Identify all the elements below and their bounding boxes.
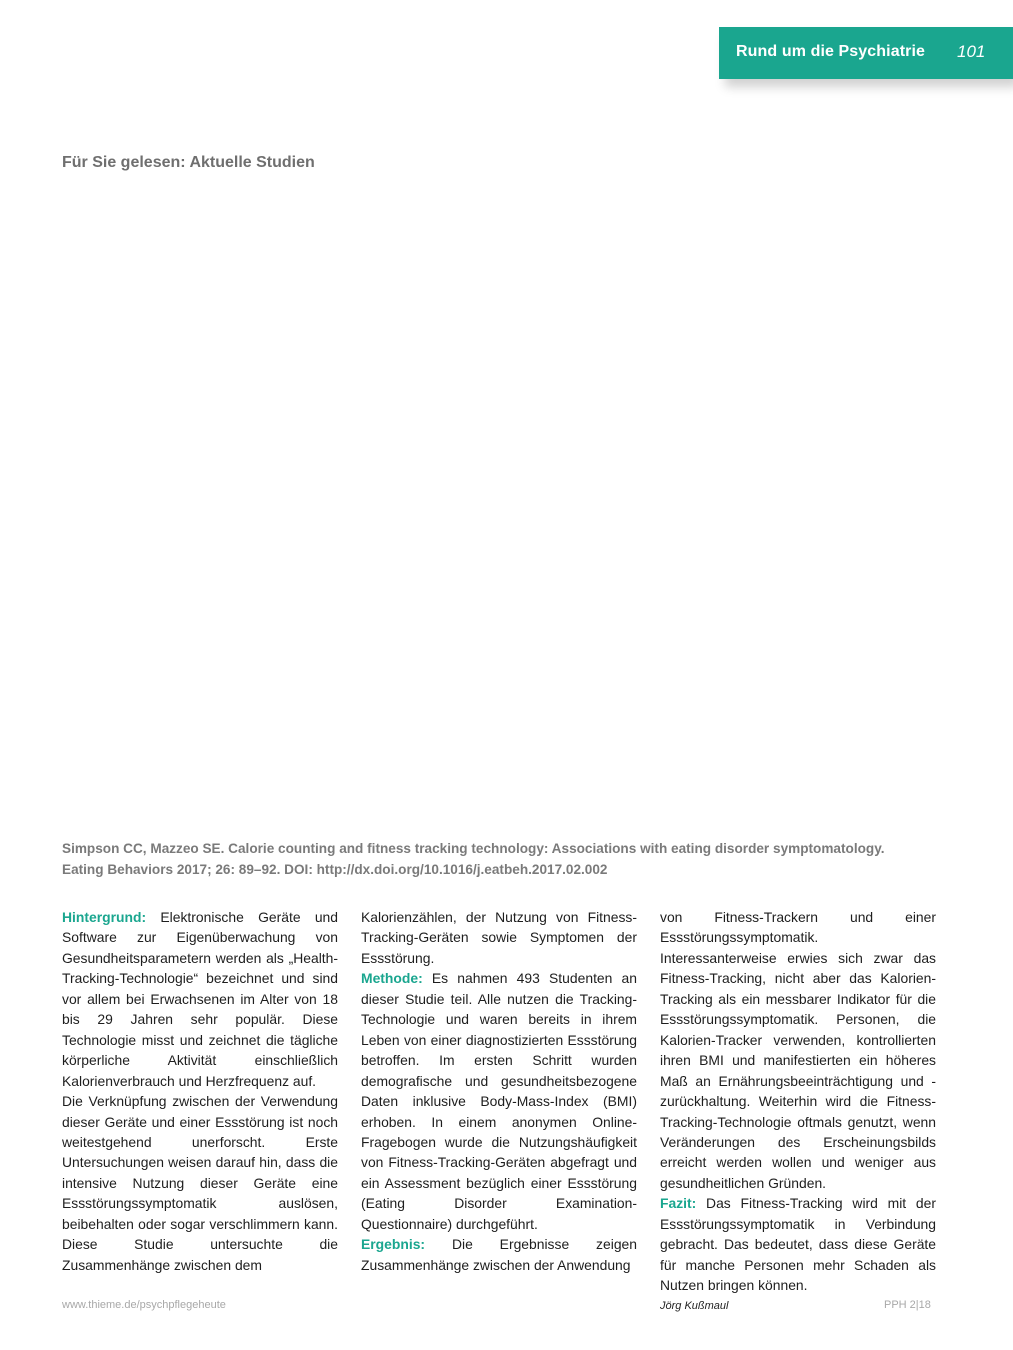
page-number: 101 [957, 42, 986, 61]
paragraph-ergebnis [361, 1234, 637, 1275]
citation-line-2: Eating Behaviors 2017; 26: 89–92. DOI: http://dx.doi.org/10.1016/j.eatbeh.2017.02.002 [62, 862, 608, 877]
footer-issue: PPH 2|18 [884, 1299, 931, 1311]
footer-url: www.thieme.de/psychpflegeheute [62, 1299, 226, 1311]
paragraph-fazit [660, 1193, 936, 1295]
article-column-1 [62, 907, 338, 1275]
text-hintergrund-2-continued [361, 907, 637, 968]
label-hintergrund: Hintergrund: [62, 909, 147, 925]
article-column-2 [361, 907, 637, 1275]
section-tab [719, 27, 1013, 79]
text-fazit: Das Fitness-Tracking wird mit der Essstörungssymptomatik in Verbindung gebracht. Das bedeutet, dass diese Geräte für manche Personen mehr Schaden als Nutzen bringen können. [660, 1195, 936, 1294]
text-hintergrund-2: Die Verknüpfung zwischen der Verwendung dieser Geräte und einer Essstörung ist noch weitestgehend unerforscht. Erste Untersuchungen weisen darauf hin, dass die intensive Nutzung dieser Geräte eine Essstörungssymptomatik auslösen, beibehalten oder sogar verschlimmern kann. Diese Studie untersuchte die Zusammenhänge zwischen dem [62, 1093, 338, 1273]
text-hintergrund: Elektronische Geräte und Software zur Eigenüberwachung von Gesundheitsparametern werden als „Health-Tracking-Technologie“ bezeichnet und sind vor allem bei Erwachsenen im Alter von 18 bis 29 Jahren sehr populär. Diese Technologie misst und zeichnet die tägliche körperliche Aktivität einschließlich Kalorienverbrauch und Herzfrequenz auf. [62, 909, 339, 1089]
article-column-3 [660, 907, 936, 1316]
label-ergebnis: Ergebnis: [361, 1236, 426, 1253]
paragraph-hintergrund [62, 907, 338, 1091]
label-methode: Methode: [361, 970, 423, 987]
label-fazit: Fazit: [660, 1195, 697, 1212]
author-name: Jörg Kußmaul [660, 1299, 729, 1312]
citation [62, 838, 962, 880]
paragraph-methode [361, 968, 637, 1234]
text-ergebnis: Die Ergebnisse zeigen Zusammenhänge zwischen der Anwendung [361, 1236, 637, 1273]
text-methode: Es nahmen 493 Studenten an dieser Studie teil. Alle nutzen die Tracking-Technologie und waren bereits in ihrem Leben von einer diagnostizierten Essstörung betroffen. Im ersten Schritt wurden demografische und gesundheitsbezogene Daten inklusive Body-Mass-Index (BMI) erhoben. In einem anonymen Online-Fragebogen wurde die Nutzungshäufigkeit von Fitness-Tracking-Geräten abgefragt und ein Assessment bezüglich einer Essstörung (Eating Disorder Examination-Questionnaire) durchgeführt. [361, 970, 638, 1232]
page-heading: Für Sie gelesen: Aktuelle Studien [62, 154, 315, 171]
citation-line-1: Simpson CC, Mazzeo SE. Calorie counting and fitness tracking technology: Associations with eating disorder symptomatology. [62, 841, 885, 856]
text-hintergrund-2-continued-text: Kalorienzählen, der Nutzung von Fitness-Tracking-Geräten sowie Symptomen der Essstörung. [361, 909, 637, 966]
section-title: Rund um die Psychiatrie [736, 43, 926, 60]
text-ergebnis-continued-text: von Fitness-Trackern und einer Essstörungssymptomatik. Interessanterweise erwies sich zwar das Fitness-Tracking, nicht aber das Kalorien-Tracking als ein messbarer Indikator für die Essstörungssymptomatik. Personen, die Kalorien-Tracker verwenden, kontrollierten ihren BMI und manifestierten ein höheres Maß an Ernährungsbeeinträchtigung und -zurückhaltung. Weiterhin wird die Fitness-Tracking-Technologie oftmals genutzt, wenn Veränderungen des Erscheinungsbilds erreicht werden wollen und weniger aus gesundheitlichen Gründen. [660, 909, 936, 1191]
paragraph-hintergrund-2 [62, 1091, 338, 1275]
text-ergebnis-continued [660, 907, 936, 1193]
